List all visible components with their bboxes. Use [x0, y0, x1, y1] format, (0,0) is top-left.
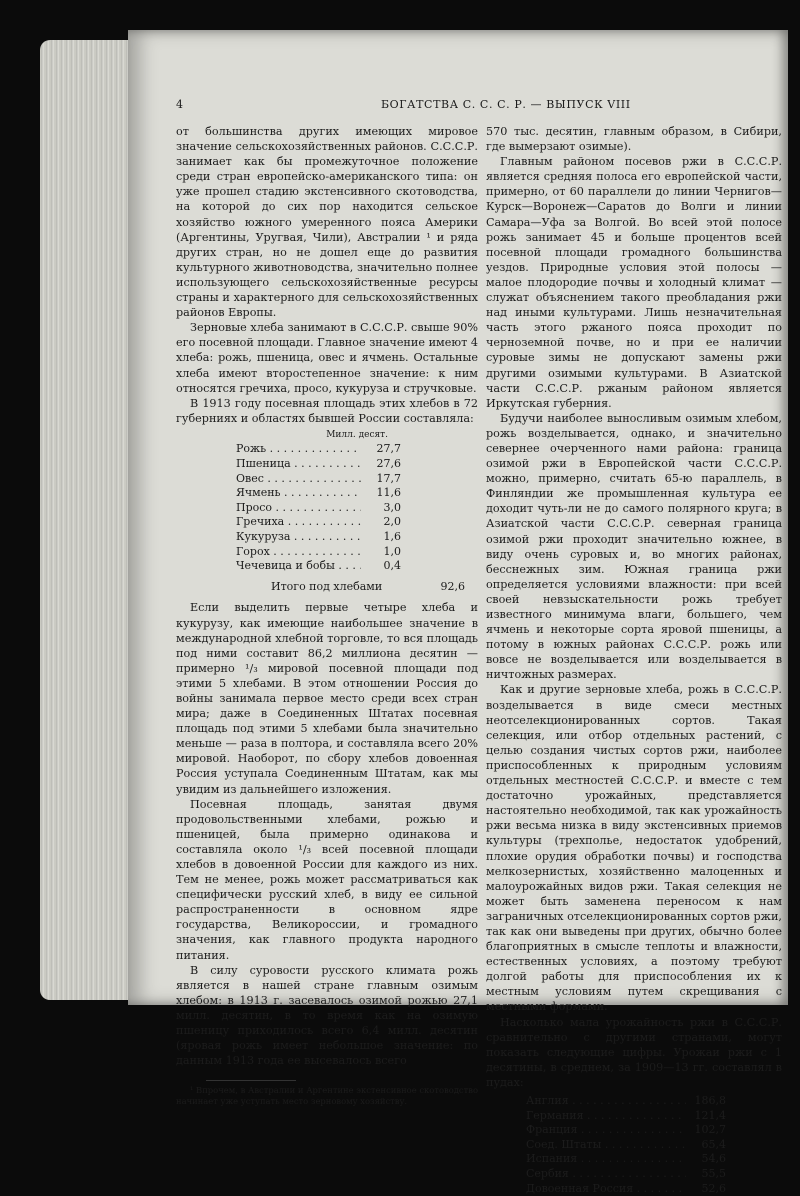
table-total-label: Итого под хлебами [271, 579, 383, 593]
table-cell-value: 11,6 [376, 486, 401, 500]
table-cell-value: 0,4 [383, 559, 401, 573]
table-cell-name: Просо . . . [176, 501, 361, 516]
table-cell-name: Пшеница . . . [176, 457, 361, 472]
table-total-value: 92,6 [440, 579, 465, 593]
page-header [176, 98, 776, 112]
rye-yield-table [486, 1094, 782, 1196]
table-row [486, 1182, 782, 1196]
paragraph: Будучи наиболее выносливым озимым хлебом, рожь возделывается, однако, и значительно севернее очерченного нами района: граница озимой ржи в Европейской части С.С.С.Р. можно, примерно, считать 65-ю параллель, в Финляндии же промышленная культура ее доходит чуть-ли не до самого полярного круга; в Азиатской части С.С.С.Р. северная граница озимой ржи проходит значительно южнее, в виду очень суровых и, во многих районах, бесснежных зим. Южная граница ржи определяется условиями влажности: при всей своей невзыскательности рожь требует известного минимума влаги, большего, чем ячмень и некоторые сорта яровой пшеницы, а потому в южных районах С.С.С.Р. рожь или вовсе не возделывается или возделывается в ничтожных размерах. [486, 411, 782, 682]
table-row [176, 442, 478, 457]
table-cell-value: 54,6 [701, 1152, 726, 1166]
table-row [486, 1123, 782, 1138]
table-cell-value: 55,5 [701, 1166, 726, 1180]
table-row [176, 559, 478, 574]
footnote-divider [206, 1080, 296, 1081]
left-column [176, 124, 478, 1107]
table-cell-name: Рожь . . . [176, 442, 361, 457]
table-row [176, 515, 478, 530]
table-cell-value: 52,6 [701, 1181, 726, 1195]
running-title: БОГАТСТВА С. С. С. Р. — ВЫПУСК VIII [381, 98, 631, 111]
table-row [486, 1138, 782, 1153]
footnote: ¹ Впрочем, в Австралии и Аргентине экстенсивное скотоводство начинает уже уступать место зерновому хозяйству. [176, 1085, 478, 1107]
page-number: 4 [176, 98, 184, 111]
table-cell-value: 1,6 [383, 530, 401, 544]
table-row [176, 457, 478, 472]
table-cell-name: Гречиха . . . [176, 515, 361, 530]
table-cell-value: 2,0 [383, 515, 401, 529]
paragraph: от большинства других имеющих мировое значение сельскохозяйственных районов. С.С.С.Р. занимает как бы промежуточное положение среди стран европейско-американского типа: он уже прошел стадию экстенсивного скотоводства, на которой до сих пор находится сельское хозяйство южного умеренного пояса Америки (Аргентины, Уругвая, Чили), Австралии ¹ и ряда других стран, но не дошел еще до развития культурного животноводства, значительно полнее использующего сельскохозяйственные ресурсы страны и характерного для сельскохозяйственных районов Европы. [176, 125, 478, 320]
table-unit-label: Милл. десят. [326, 429, 388, 440]
table-cell-value: 3,0 [383, 500, 401, 514]
table-row [176, 501, 478, 516]
table-row [176, 486, 478, 501]
table-cell-value: 27,7 [376, 442, 401, 456]
table-cell-value: 17,7 [376, 471, 401, 485]
table-cell-name: Горох . . . [176, 545, 361, 560]
table-cell-value: 186,8 [694, 1094, 726, 1107]
table-cell-value: 1,0 [383, 544, 401, 558]
table-cell-name: Германия . . . [486, 1109, 686, 1124]
paragraph: Главным районом посевов ржи в С.С.С.Р. является средняя полоса его европейской части, примерно, от 60 параллели до линии Чернигов—Курск—Воронеж—Саратов до Волги и линии Самара—Уфа за Волгой. Во всей этой полосе рожь занимает 45 и больше процентов всей посевной площади громадного большинства уездов. Природные условия этой полосы — малое плодородие почвы и холодный климат — служат объяснением такого преобладания ржи над иными культурами. Лишь незначительная часть этого ржаного пояса проходит по черноземной почве, но и при ее наличии суровые зимы не допускают замены ржи другими озимыми культурами. В Азиатской части С.С.С.Р. ржаным районом является Иркутская губерния. [486, 155, 782, 410]
paragraph: Если выделить первые четыре хлеба и кукурузу, как имеющие наибольшее значение в международной хлебной торговле, то вся площадь под ними составит 86,2 миллиона десятин — примерно ¹/₃ мировой посевной площади под этими 5 хлебами. В этом отношении Россия до войны занимала первое место среди всех стран мира; даже в Соединенных Штатах посевная площадь под этими 5 хлебами была значительно меньше — раза в полтора, и составляла всего 20% мировой. Наоборот, по сбору хлебов довоенная Россия уступала Соединенным Штатам, как мы увидим из дальнейшего изложения. [176, 601, 479, 796]
table-cell-name: Сербия . . . [486, 1167, 686, 1182]
paragraph: Как и другие зерновые хлеба, рожь в С.С.С.Р. возделывается в виде смеси местных неотселекционированных сортов. Такая селекция, или отбор отдельных растений, с целью создания чистых сортов ржи, наиболее приспособленных к природным условиям отдельных местностей С.С.С.Р. и вместе с тем достаточно урожайных, представляется настоятельно необходимой, так как урожайность ржи весьма низка в виду экстенсивных приемов культуры (трехполье, недостаток удобрений, плохие орудия обработки почвы) и господства мелкозернистых, хозяйственно малоценных и малоурожайных видов ржи. Такая селекция не может быть заменена переносом к нам заграничных отселекционированных сортов ржи, так как они выведены при других, обычно более благоприятных в смысле теплоты и влажности, естественных условиях, а поэтому требуют долгой работы для приспособления их к местным условиям путем скрещивания с местными формами. [486, 683, 782, 1014]
table-cell-name: Кукуруза . . . [176, 530, 361, 545]
table-cell-name: Англия . . . [486, 1094, 686, 1109]
table-cell-value: 102,7 [694, 1123, 726, 1137]
table-row [486, 1109, 782, 1124]
table-cell-name: Чечевица и бобы . . . [176, 559, 361, 574]
paragraph: В силу суровости русского климата рожь является в нашей стране главным озимым хлебом: в 1913 г. засевалось озимой рожью 27,1 милл. десятин, в то время как на озимую пшеницу приходилось всего 6,4 милл. десятин (яровая рожь имеет небольшое значение: по данным 1913 года ее высевалось всего [176, 963, 478, 1068]
table-row [176, 545, 478, 560]
paragraph: Зерновые хлеба занимают в С.С.С.Р. свыше 90% его посевной площади. Главное значение имеют 4 хлеба: рожь, пшеница, овес и ячмень. Остальные хлеба имеют второстепенное значение: к ним относятся гречиха, просо, кукуруза и стручковые. [176, 321, 478, 395]
table-cell-value: 65,4 [701, 1137, 726, 1151]
table-cell-name: Ячмень . . . [176, 486, 361, 501]
table-cell-value: 27,6 [376, 457, 401, 471]
paragraph: В 1913 году посевная площадь этих хлебов в 72 губерниях и областях бывшей России составляла: [176, 396, 478, 425]
table-row [176, 530, 478, 545]
paragraph: Посевная площадь, занятая двумя продовольственными хлебами, рожью и пшеницей, была примерно одинакова и составляла около ¹/₃ всей посевной площади хлебов в довоенной России для каждого из них. Тем не менее, рожь может рассматриваться как специфически русский хлеб, в виду ее сильной распространенности в основном ядре государства, Великороссии, и громадного значения, как главного продукта народного питания. [176, 797, 478, 962]
table-row [486, 1167, 782, 1182]
right-column [486, 124, 782, 1196]
table-row [486, 1152, 782, 1167]
table-cell-name: Овес . . . [176, 472, 361, 487]
book-page-edges [40, 40, 140, 1000]
crop-area-table [176, 428, 478, 595]
paragraph: Насколько мала урожайность ржи в С.С.С.Р. сравнительно с другими странами, могут показать следующие цифры. Урожаи ржи с 1 десятины, в среднем, за 1909—13 гг. составлял в пудах: [486, 1015, 782, 1089]
table-cell-name: Франция . . . [486, 1123, 686, 1138]
table-total-row [176, 580, 478, 595]
table-row [176, 472, 478, 487]
table-cell-value: 121,4 [694, 1108, 726, 1122]
paragraph: 570 тыс. десятин, главным образом, в Сибири, где вымерзают озимые). [486, 125, 782, 154]
table-row [486, 1094, 782, 1109]
table-cell-name: Соед. Штаты . . . [486, 1138, 686, 1153]
table-cell-name: Довоенная Россия . . . [486, 1182, 686, 1196]
table-cell-name: Испания . . . [486, 1152, 686, 1167]
